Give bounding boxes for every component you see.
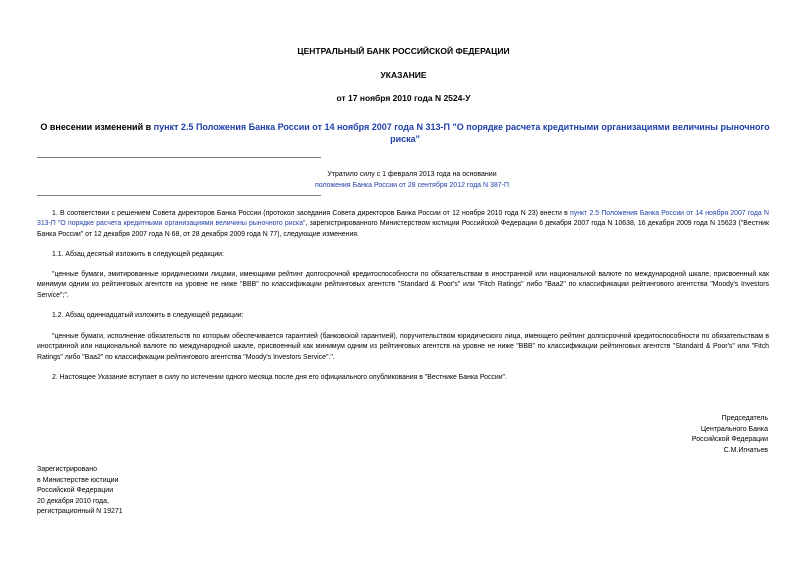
title-prefix: О внесении изменений в <box>40 122 154 132</box>
signature-line: Российской Федерации <box>691 436 768 444</box>
registration-block <box>37 465 123 518</box>
signature-name: С.М.Игнатьев <box>723 446 768 454</box>
divider-top <box>37 157 321 158</box>
signature-line: Председатель <box>721 415 768 422</box>
paragraph-1 <box>37 209 769 240</box>
paragraph-1-1: 1.1. Абзац десятый изложить в следующей редакции: <box>52 251 224 258</box>
paragraph-1-2: 1.2. Абзац одиннадцатый изложить в следующей редакции: <box>52 312 244 319</box>
signature-line: Центрального Банка <box>700 425 768 433</box>
divider-bottom <box>37 195 321 196</box>
bank-name: ЦЕНТРАЛЬНЫЙ БАНК РОССИЙСКОЙ ФЕДЕРАЦИИ <box>297 46 510 56</box>
title-link[interactable]: пункт 2.5 Положения Банка России от 14 ноября 2007 года N 313-П "О порядке расчета кредитными организациями величины рыночного риска" <box>153 122 770 144</box>
paragraph-1-text-b: , зарегистрированного Министерством юстиции Российской Федерации 6 декабря 2007 года N 10638, 16 декабря 2009 года N 15623 ("Вестник Банка России" от 12 декабря 2007 года N 68, от 28 декабря 2009 года N 77), следующие изменения. <box>37 220 769 238</box>
status-note <box>292 169 532 191</box>
signature-block <box>692 414 768 456</box>
document-title <box>40 121 770 145</box>
paragraph-1-text-a: 1. В соответствии с решением Совета директоров Банка России (протокол заседания Совета директоров Банка России от 12 ноября 2010 года N 23) внести в <box>52 210 571 217</box>
paragraph-2: 2. Настоящее Указание вступает в силу по истечении одного месяца после дня его официального опубликования в "Вестнике Банка России". <box>52 374 507 381</box>
document-type: УКАЗАНИЕ <box>380 70 427 80</box>
status-note-text: Утратило силу с 1 февраля 2013 года на основании <box>327 171 497 178</box>
document-date: от 17 ноября 2010 года N 2524-У <box>336 93 471 103</box>
registration-line: Российской Федерации <box>37 487 114 495</box>
registration-number: регистрационный N 19271 <box>37 508 123 516</box>
paragraph-quote-1: "ценные бумаги, эмитированные юридическими лицами, имеющими рейтинг долгосрочной кредитоспособности по обязательствам в иностранной или национальной валюте по международной шкале, присвоенный как минимум одним из рейтинговых агентств на уровне не ниже "BBB" по классификации рейтинговых агентств "Standard & Poor's" или "Fitch Ratings" либо "Baa2" по классификации рейтингового агентства "Moody's Investors Service";". <box>37 271 769 299</box>
status-note-link[interactable]: положения Банка России от 28 сентября 2012 года N 387-П <box>314 182 510 189</box>
registration-line: в Министерстве юстиции <box>37 476 119 484</box>
registration-line: Зарегистрировано <box>37 466 97 473</box>
paragraph-quote-2: "ценные бумаги, исполнение обязательств по которым обеспечивается гарантией (банковской гарантией), поручительством юридического лица, имеющего рейтинг долгосрочной кредитоспособности по обязательствам в иностранной или национальной валюте по международной шкале, присвоенный как минимум одним из рейтинговых агентств на уровне не ниже "BBB" по классификации рейтинговых агентств "Standard & Poor's" или "Fitch Ratings" либо "Baa2" по классификации рейтингового агентства "Moody's Investors Service".". <box>37 333 769 361</box>
registration-line: 20 декабря 2010 года, <box>37 497 109 505</box>
paragraph-1-link[interactable]: пункт 2.5 Положения Банка России от 14 ноября 2007 года N 313-П "О порядке расчета кредитными организациями величины рыночного риска" <box>37 210 769 228</box>
